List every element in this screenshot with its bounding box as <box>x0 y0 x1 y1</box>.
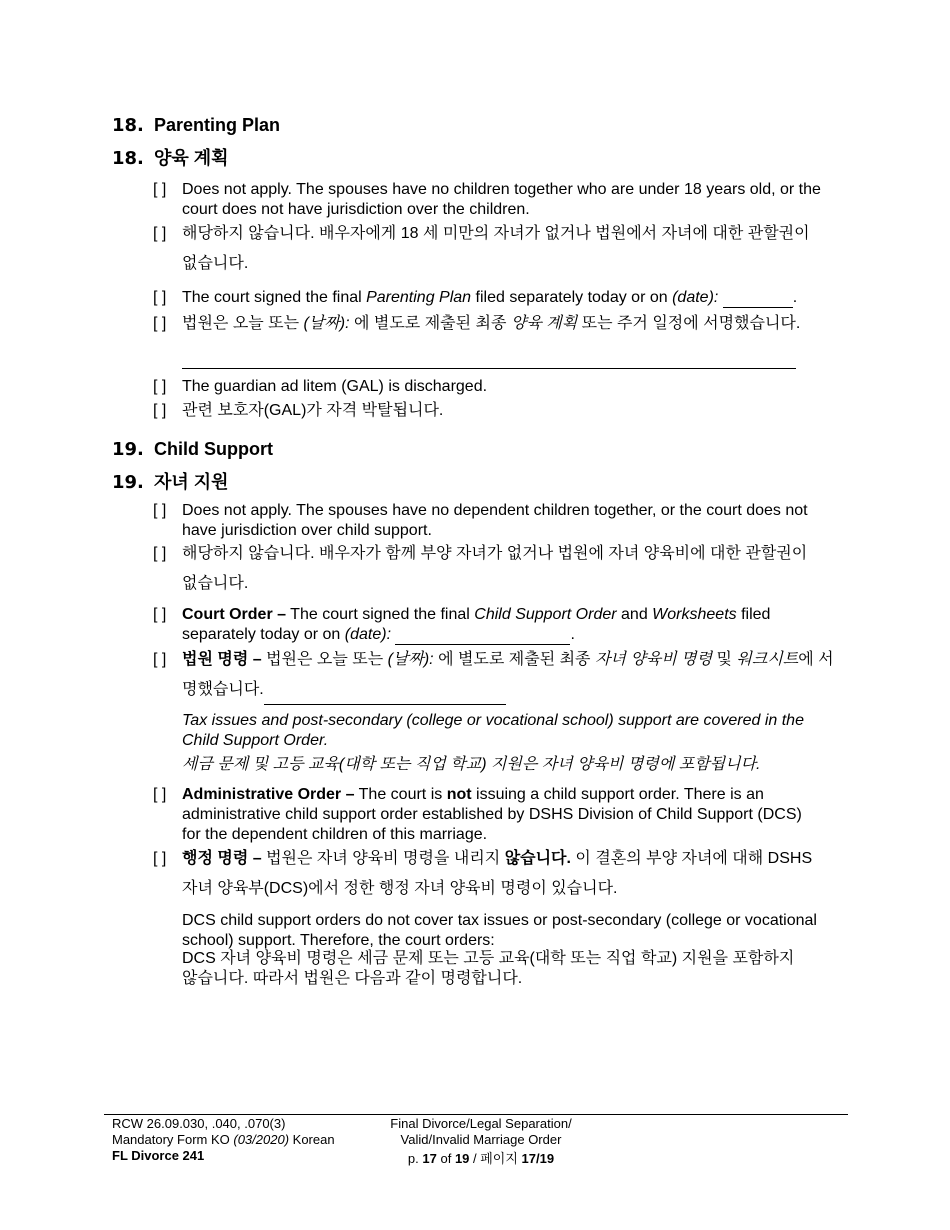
date-label: (date): <box>344 626 392 643</box>
section-19-heading-ko <box>112 468 229 494</box>
item-text: 관련 보호자(GAL)가 자격 박탈됩니다. <box>182 402 444 419</box>
form-title-line-1: Final Divorce/Legal Separation/ <box>390 1116 572 1131</box>
dcs-note-en <box>182 911 822 951</box>
checkbox[interactable]: [ ] <box>153 181 167 198</box>
item-text: 해당하지 않습니다. 배우자에게 18 세 미만의 자녀가 없거나 법원에서 자녀에 대한 관할권이 없습니다. <box>182 225 810 272</box>
item-text: Does not apply. The spouses have no dependent children together, or the court does not have jurisdiction over child support. <box>182 502 808 539</box>
checkbox-item <box>153 219 813 279</box>
item-text: 또는 주거 일정에 서명했습니다. <box>577 315 801 332</box>
footer-left <box>112 1116 335 1164</box>
date-label: (날짜): <box>387 651 434 668</box>
item-text: Does not apply. The spouses have no children together who are under 18 years old, or the court does not have jurisdiction over the children. <box>182 181 821 218</box>
item-text: 해당하지 않습니다. 배우자가 함께 부양 자녀가 없거나 법원에 자녀 양육비에 대한 관할권이 없습니다. <box>182 545 808 592</box>
date-field[interactable] <box>264 688 506 705</box>
item-text: 법원은 오늘 또는 <box>182 315 304 332</box>
section-title: Child Support <box>154 439 273 459</box>
rcw-citation: RCW 26.09.030, .040, .070(3) <box>112 1116 286 1131</box>
section-18-heading-en <box>112 115 280 136</box>
section-title: Parenting Plan <box>154 115 281 135</box>
checkbox[interactable]: [ ] <box>153 289 167 306</box>
checkbox[interactable]: [ ] <box>153 850 167 867</box>
dcs-note-ko <box>182 949 802 989</box>
form-id: FL Divorce 241 <box>112 1148 205 1163</box>
checkbox-item: [ ] Court Order – The court signed the final Child Support Order and Worksheets filed separately today or on (date): . <box>153 606 771 643</box>
section-number: 19. <box>112 472 144 493</box>
form-title: 자녀 양육비 명령 <box>594 651 713 668</box>
checkbox[interactable]: [ ] <box>153 402 167 419</box>
date-label: (date): <box>672 289 719 306</box>
checkbox-item <box>153 501 843 541</box>
form-title: Parenting Plan <box>366 289 472 306</box>
footer-center <box>383 1116 579 1167</box>
item-text: The court signed the final <box>182 289 367 306</box>
section-number: 19. <box>112 439 144 460</box>
checkbox[interactable]: [ ] <box>153 225 167 242</box>
section-18-heading-ko <box>112 144 229 170</box>
checkbox[interactable]: [ ] <box>153 545 167 562</box>
note-text: DCS 자녀 양육비 명령은 세금 문제 또는 고등 교육(대학 또는 직업 학교) 지원을 포함하지 않습니다. 따라서 법원은 다음과 같이 명령합니다. <box>182 950 795 987</box>
section-title: 양육 계획 <box>154 148 229 168</box>
checkbox[interactable]: [ ] <box>153 786 167 803</box>
note-text: DCS child support orders do not cover tax issues or post-secondary (college or vocational school) support. Therefore, the court orders: <box>182 912 817 949</box>
section-title: 자녀 지원 <box>154 472 229 492</box>
section-number: 18. <box>112 148 144 169</box>
checkbox[interactable]: [ ] <box>153 606 167 623</box>
checkbox-item <box>153 180 843 220</box>
checkbox-item: [ ] 법원 명령 – 법원은 오늘 또는 (날짜): 에 별도로 제출된 최종 자녀 양육비 명령 및 워크시트에 서명했습니다. <box>153 645 843 705</box>
form-title: 양육 계획 <box>510 315 578 332</box>
item-text: 에 별도로 제출된 최종 <box>349 315 511 332</box>
checkbox-item: [ ] 행정 명령 – 법원은 자녀 양육비 명령을 내리지 않습니다. 이 결혼의 부양 자녀에 대해 DSHS 자녀 양육부(DCS)에서 정한 행정 자녀 양육비 명령이 있습니다. <box>153 844 843 904</box>
form-title: Child Support Order <box>474 606 617 623</box>
order-label: 법원 명령 – <box>182 651 262 668</box>
checkbox-item <box>153 396 843 426</box>
checkbox[interactable]: [ ] <box>153 651 167 668</box>
order-label: Administrative Order – <box>182 786 355 803</box>
footer-divider <box>104 1114 848 1115</box>
note <box>182 755 862 775</box>
date-field[interactable] <box>395 628 570 645</box>
checkbox[interactable]: [ ] <box>153 315 167 332</box>
checkbox-item: [ ] Administrative Order – The court is not issuing a child support order. There is an administrative child support order established by DSHS Division of Child Support (DCS) for the dependent children of this marriage. <box>153 786 802 843</box>
item-text: The guardian ad litem (GAL) is discharged. <box>182 378 488 395</box>
checkbox[interactable]: [ ] <box>153 378 167 395</box>
page-number: p. 17 of 19 / 페이지 17/19 <box>407 1151 555 1166</box>
item-text: filed separately today or on <box>471 289 673 306</box>
form-title-line-2: Valid/Invalid Marriage Order <box>400 1132 562 1147</box>
section-19-heading-en <box>112 439 273 460</box>
form-title: Worksheets <box>652 606 737 623</box>
checkbox-item <box>153 377 843 397</box>
checkbox[interactable]: [ ] <box>153 502 167 519</box>
checkbox-item <box>153 309 843 369</box>
checkbox-item: [ ] The court signed the final Parenting Plan filed separately today or on (date): . <box>153 289 798 306</box>
form-title: 워크시트 <box>736 651 799 668</box>
note-text: Tax issues and post-secondary (college or vocational school) support are covered in the Child Support Order. <box>182 712 804 749</box>
date-field[interactable] <box>182 352 796 369</box>
order-label: 행정 명령 – <box>182 850 262 867</box>
note-text: 세금 문제 및 고등 교육(대학 또는 직업 학교) 지원은 자녀 양육비 명령에 포함됩니다. <box>182 756 761 773</box>
checkbox-item <box>153 539 813 599</box>
date-label: (날짜): <box>303 315 350 332</box>
date-field[interactable] <box>723 291 793 308</box>
section-number: 18. <box>112 115 144 136</box>
order-label: Court Order – <box>182 606 287 623</box>
mandatory-form: Mandatory Form KO (03/2020) Korean <box>112 1132 335 1147</box>
note <box>182 711 842 751</box>
